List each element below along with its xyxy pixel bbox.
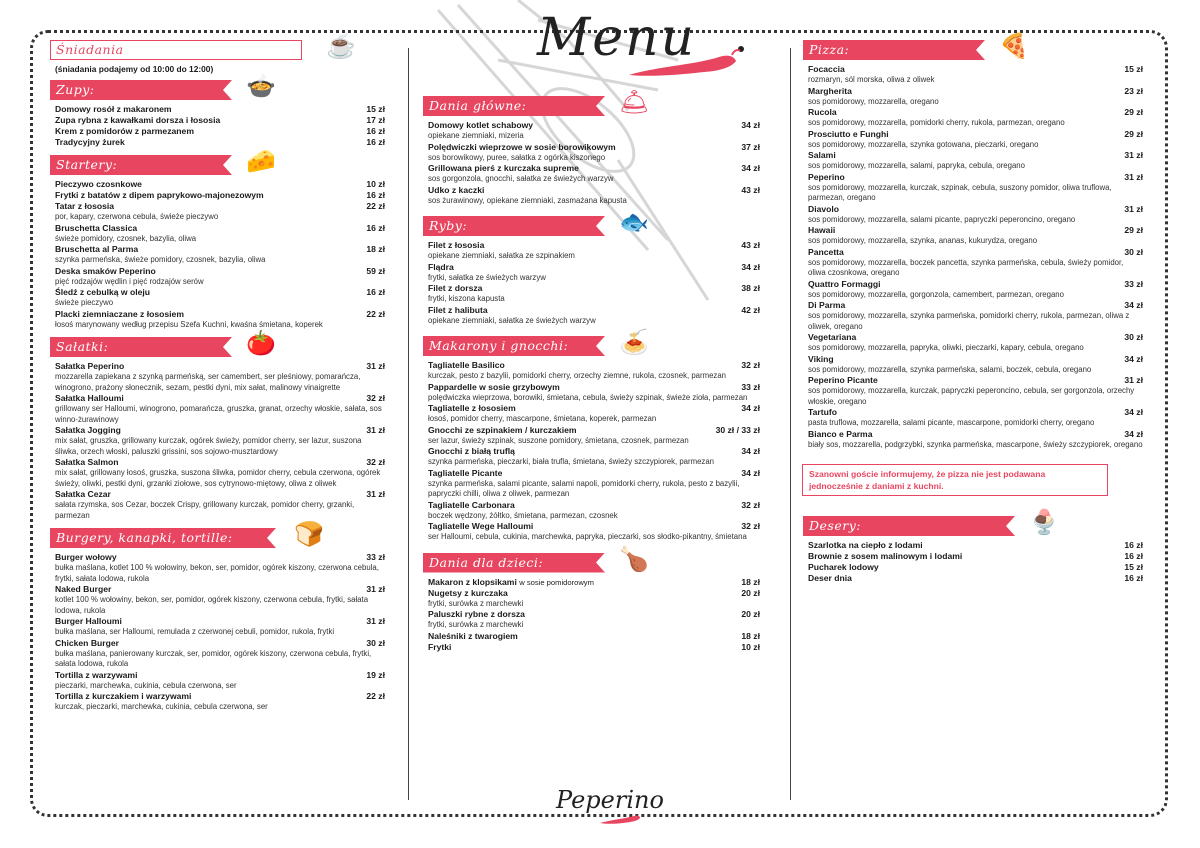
list-item: Bruschetta Classica 16 zł	[55, 222, 385, 233]
list-item: Filet z dorsza 38 zł	[428, 283, 760, 293]
list-item: Peperino Picante 31 zł	[808, 375, 1143, 385]
item-description: sos pomidorowy, mozzarella, szynka gotowana, pieczarki, oregano	[808, 139, 1039, 149]
breakfast-hours: (śniadania podajemy od 10:00 do 12:00)	[55, 64, 214, 74]
list-item: Tartufo 34 zł	[808, 407, 1143, 417]
list-item: Prosciutto e Funghi 29 zł	[808, 128, 1143, 139]
list-item: Domowy kotlet schabowy 34 zł	[428, 120, 760, 130]
list-item: Vegetariana 30 zł	[808, 332, 1143, 342]
list-item: Brownie z sosem malinowym i lodami 16 zł	[808, 551, 1143, 561]
list-item: Sałatka Jogging 31 zł	[55, 425, 385, 435]
item-description: sos pomidorowy, mozzarella, oregano	[808, 96, 939, 106]
item-description: sos borowikowy, puree, sałatka z ogórka kiszonego	[428, 152, 606, 162]
list-item: Polędwiczki wieprzowe w sosie borowikowym 37 zł	[428, 141, 760, 152]
toast-icon: 🍞	[294, 521, 324, 548]
item-description: polędwiczka wieprzowa, borowiki, śmietana, cebula, świeży szpinak, świeże zioła, parmezan	[428, 392, 748, 402]
list-item: Burger wołowy 33 zł	[55, 552, 385, 562]
section-makarony	[428, 329, 760, 543]
list-item: Viking 34 zł	[808, 353, 1143, 364]
list-item: Quattro Formaggi 33 zł	[808, 278, 1143, 289]
item-description: boczek wędzony, żółtko, śmietana, parmezan, czosnek	[428, 510, 618, 520]
section-title: Zupy:	[56, 82, 95, 97]
list-item: Sałatka Salmon 32 zł	[55, 457, 385, 467]
list-item: Placki ziemniaczane z łososiem 22 zł	[55, 308, 385, 319]
item-description: sos pomidorowy, mozzarella, papryka, oliwki, pieczarki, kapary, cebula, oregano	[808, 343, 1084, 352]
right-column	[808, 33, 1143, 584]
list-item: Focaccia 15 zł	[808, 64, 1143, 74]
item-description: świeże pomidory, czosnek, bazylia, oliwa	[55, 233, 197, 243]
list-item: Deska smaków Peperino 59 zł	[55, 265, 385, 276]
item-description: ser Halloumi, cebula, cukinia, marchewka, papryka, pieczarki, sos słodko-pikantny, śmietana	[428, 532, 747, 541]
list-item: Paluszki rybne z dorsza 20 zł	[428, 609, 760, 619]
item-description: sos pomidorowy, mozzarella, salami, papryka, cebula, oregano	[808, 161, 1025, 170]
ice-cream-icon: 🍨	[1029, 509, 1059, 536]
item-description: sos pomidorowy, mozzarella, boczek pancetta, szynka parmeńska, cebula, świeży pomidor, oliwa czosnkowa, oregano	[808, 257, 1124, 277]
left-column	[55, 33, 385, 713]
item-description: frytki, sałatka ze świeżych warzyw	[428, 272, 546, 282]
item-description: pięć rodzajów wędlin i pięć rodzajów serów	[55, 276, 204, 286]
middle-column	[428, 89, 760, 653]
section-title: Dania dla dzieci:	[429, 554, 544, 570]
list-item: Pucharek lodowy 15 zł	[808, 562, 1143, 572]
list-item: Makaron z klopsikami w sosie pomidorowym 18 zł	[428, 576, 760, 587]
item-description: mozzarella zapiekana z szynką parmeńską, ser camembert, ser pleśniowy, pomarańcza, winogrono, prażony słonecznik, sezam, pestki dyni, mix sałat, malinowy vinaigrette	[55, 372, 361, 392]
item-description: bułka maślana, kotlet 100 % wołowiny, bekon, ser, pomidor, ogórek kiszony, czerwona cebula, frytki, sałata lodowa, rukola	[55, 563, 379, 583]
list-item: Rucola 29 zł	[808, 107, 1143, 117]
list-item: Frytki 10 zł	[428, 641, 760, 652]
banner-sniadania	[50, 33, 385, 60]
section-burgery	[55, 521, 385, 713]
list-item: Filet z halibuta 42 zł	[428, 304, 760, 315]
list-item: Gnocchi z białą truflą 34 zł	[428, 446, 760, 456]
section-title: Sałatki:	[56, 339, 109, 354]
divider-right	[790, 48, 791, 800]
item-description: sałata rzymska, sos Cezar, boczek Crispy, grillowany kurczak, pomidor cherry, grzanki, parmezan	[55, 500, 355, 520]
item-description: mix sałat, gruszka, grillowany kurczak, ogórek świeży, pomidor cherry, ser lazur, suszona śliwka, orzech włoski, paluszki grissini, sos sojowo-musztardowy	[55, 436, 362, 456]
divider-left	[408, 48, 409, 800]
section-title: Desery:	[809, 518, 861, 533]
item-description: kurczak, pieczarki, marchewka, cukinia, cebula czerwona, ser	[55, 702, 268, 711]
section-salatki	[55, 330, 385, 521]
item-description: opiekane ziemniaki, sałatka ze świeżych warzyw	[428, 315, 596, 325]
item-description: opiekane ziemniaki, sałatka ze szpinakiem	[428, 251, 575, 260]
item-description: kurczak, pesto z bazylii, pomidorki cherry, orzechy ziemne, rukola, czosnek, parmezan	[428, 371, 726, 380]
item-description: opiekane ziemniaki, mizeria	[428, 131, 524, 140]
section-zupy	[55, 73, 385, 148]
list-item: Tortilla z warzywami 19 zł	[55, 669, 385, 680]
list-item: Krem z pomidorów z parmezanem 16 zł	[55, 126, 385, 136]
list-item: Domowy rosół z makaronem 15 zł	[55, 104, 385, 114]
cloche-icon: 🛎	[619, 89, 650, 116]
item-description: bułka maślana, panierowany kurczak, ser, pomidor, ogórek kiszony, czerwona cebula, frytki, sałata lodowa, rukola	[55, 648, 372, 668]
menu-title: Menu	[537, 8, 696, 68]
fish-icon: 🐟	[619, 209, 649, 236]
item-description: grillowany ser Halloumi, winogrono, pomarańcza, gruszka, granat, orzechy włoskie, sałata, sos winno-żurawinowy	[55, 404, 382, 424]
list-item: Zupa rybna z kawałkami dorsza i łososia 17 zł	[55, 115, 385, 125]
list-item: Tagliatelle z łososiem 34 zł	[428, 403, 760, 413]
list-item: Burger Halloumi 31 zł	[55, 616, 385, 626]
item-description: rozmaryn, sól morska, oliwa z oliwek	[808, 75, 935, 84]
item-description: szynka parmeńska, świeże pomidory, czosnek, bazylia, oliwa	[55, 255, 266, 264]
section-ryby	[428, 209, 760, 326]
item-description: bułka maślana, ser Halloumi, remulada z czerwonej cebuli, pomidor, rukola, frytki	[55, 627, 335, 636]
list-item: Tagliatelle Picante 34 zł	[428, 467, 760, 478]
list-item: Sałatka Peperino 31 zł	[55, 361, 385, 371]
list-item: Naked Burger 31 zł	[55, 584, 385, 594]
item-description: sos pomidorowy, mozzarella, szynka parmeńska, pomidorki cherry, rukola, parmezan, oliwa z oliwek, oregano	[808, 311, 1130, 331]
list-item: Pieczywo czosnkowe 10 zł	[55, 179, 385, 189]
cheese-icon: 🧀	[246, 148, 276, 175]
section-title: Dania główne:	[429, 98, 527, 113]
list-item: Tradycyjny żurek 16 zł	[55, 137, 385, 147]
list-item: Gnocchi ze szpinakiem / kurczakiem 30 zł / 33 zł	[428, 424, 760, 435]
item-description: mix sałat, grillowany łosoś, gruszka, suszona śliwka, pomidor cherry, cebula czerwona, ogórek świeży, oliwki, pestki dyni, grzanki ziołowe, sos cytrynowo-miętowy, oliwa z oliwek	[55, 468, 381, 488]
item-description: pasta truflowa, mozzarella, salami picante, mascarpone, pomidorki cherry, oregano	[808, 418, 1095, 427]
section-title: Pizza:	[809, 42, 850, 57]
section-startery	[55, 148, 385, 330]
list-item: Deser dnia 16 zł	[808, 573, 1143, 583]
section-sniadania	[55, 33, 385, 74]
list-item: Tagliatelle Wege Halloumi 32 zł	[428, 521, 760, 531]
pasta-plate-icon: 🍝	[619, 329, 649, 356]
item-description: kotlet 100 % wołowiny, bekon, ser, pomidor, ogórek kiszony, czerwona cebula, frytki, sałata lodowa, rukola	[55, 595, 369, 615]
item-description: frytki, surówka z marchewki	[428, 598, 524, 608]
item-description: frytki, surówka z marchewki	[428, 620, 524, 629]
section-dania-glowne	[428, 89, 760, 206]
pizza-notice: Szanowni goście informujemy, że pizza nie jest podawana jednocześnie z daniami z kuchni.	[802, 464, 1108, 496]
pizza-icon: 🍕	[999, 33, 1029, 60]
item-description: sos pomidorowy, mozzarella, gorgonzola, camembert, parmezan, oregano	[808, 289, 1064, 299]
list-item: Margherita 23 zł	[808, 85, 1143, 96]
chili-pepper-icon	[624, 47, 742, 77]
list-item: Tortilla z kurczakiem i warzywami 22 zł	[55, 691, 385, 701]
item-description: sos pomidorowy, mozzarella, szynka parmeńska, salami, boczek, cebula, oregano	[808, 364, 1092, 374]
section-desery	[808, 509, 1143, 584]
item-description: sos pomidorowy, mozzarella, kurczak, szpinak, cebula, suszony pomidor, oliwa truflowa, parmezan, oregano	[808, 182, 1112, 202]
item-description: sos pomidorowy, mozzarella, salami picante, papryczki peperoncino, oregano	[808, 214, 1076, 224]
item-description: biały sos, mozzarella, podgrzybki, szynka parmeńska, mascarpone, świeży szczypiorek, oregano	[808, 439, 1143, 449]
soup-list	[55, 104, 385, 148]
list-item: Chicken Burger 30 zł	[55, 637, 385, 648]
list-item: Nugetsy z kurczaka 20 zł	[428, 587, 760, 598]
chili-pepper-icon	[598, 812, 642, 824]
item-description: sos pomidorowy, mozzarella, pomidorki cherry, rukola, parmezan, oregano	[808, 118, 1065, 127]
section-title: Śniadania	[56, 42, 124, 57]
list-item: Tatar z łososia 22 zł	[55, 201, 385, 211]
list-item: Tagliatelle Basilico 32 zł	[428, 360, 760, 370]
section-title: Ryby:	[429, 218, 468, 233]
item-description: łosoś, pomidor cherry, mascarpone, śmietana, koperek, parmezan	[428, 414, 657, 423]
item-description: sos pomidorowy, mozzarella, kurczak, papryczki peperoncino, cebula, ser gorgonzola, orzechy włoskie, oregano	[808, 386, 1135, 406]
list-item: Sałatka Halloumi 32 zł	[55, 393, 385, 403]
section-title: Makarony i gnocchi:	[429, 338, 569, 353]
section-title: Burgery, kanapki, tortille:	[56, 530, 233, 545]
list-item: Pancetta 30 zł	[808, 246, 1143, 257]
list-item: Pappardelle w sosie grzybowym 33 zł	[428, 381, 760, 392]
section-pizza	[808, 33, 1143, 450]
coffee-cup-icon: ☕	[326, 33, 356, 60]
soup-bowl-icon: 🍲	[246, 73, 276, 100]
list-item: Naleśniki z twarogiem 18 zł	[428, 630, 760, 641]
section-title: Startery:	[56, 157, 118, 172]
item-description: pieczarki, marchewka, cukinia, cebula czerwona, ser	[55, 680, 237, 690]
list-item: Sałatka Cezar 31 zł	[55, 489, 385, 499]
brand-logo: Peperino	[556, 786, 664, 814]
list-item: Diavolo 31 zł	[808, 203, 1143, 214]
list-item: Flądra 34 zł	[428, 261, 760, 272]
list-item: Frytki z batatów z dipem paprykowo-majonezowym 16 zł	[55, 190, 385, 200]
list-item: Salami 31 zł	[808, 150, 1143, 160]
list-item: Grillowana pierś z kurczaka supreme 34 zł	[428, 163, 760, 173]
list-item: Bruschetta al Parma 18 zł	[55, 244, 385, 254]
list-item: Śledź z cebulką w oleju 16 zł	[55, 287, 385, 297]
list-item: Szarlotka na ciepło z lodami 16 zł	[808, 540, 1143, 550]
drumstick-icon: 🍗	[619, 545, 649, 573]
item-description: por, kapary, czerwona cebula, świeże pieczywo	[55, 212, 219, 221]
list-item: Hawaii 29 zł	[808, 225, 1143, 235]
item-description: frytki, kiszona kapusta	[428, 294, 505, 303]
list-item: Udko z kaczki 43 zł	[428, 184, 760, 195]
list-item: Peperino 31 zł	[808, 171, 1143, 182]
item-description: sos gorgonzola, gnocchi, sałatka ze świeżych warzyw	[428, 174, 614, 183]
tomato-icon: 🍅	[246, 330, 276, 357]
item-description: sos żurawinowy, opiekane ziemniaki, zasmażana kapusta	[428, 195, 627, 205]
section-dzieci	[428, 545, 760, 653]
list-item: Tagliatelle Carbonara 32 zł	[428, 499, 760, 510]
item-description: świeże pieczywo	[55, 298, 114, 307]
item-description: szynka parmeńska, pieczarki, biała trufla, śmietana, świeży szczypiorek, parmezan	[428, 457, 714, 466]
list-item: Bianco e Parma 34 zł	[808, 428, 1143, 439]
item-description: ser lazur, świeży szpinak, suszone pomidory, śmietana, czosnek, parmezan	[428, 435, 689, 445]
list-item: Di Parma 34 zł	[808, 300, 1143, 310]
item-description: łosoś marynowany według przepisu Szefa Kuchni, kwaśna śmietana, koperek	[55, 319, 323, 329]
item-description: sos pomidorowy, mozzarella, szynka, ananas, kukurydza, oregano	[808, 236, 1038, 245]
list-item: Filet z łososia 43 zł	[428, 240, 760, 250]
item-description: szynka parmeńska, salami picante, salami napoli, pomidorki cherry, rukola, pesto z bazylii, papryczki chilli, oliwa z oliwek, parmezan	[428, 478, 740, 498]
